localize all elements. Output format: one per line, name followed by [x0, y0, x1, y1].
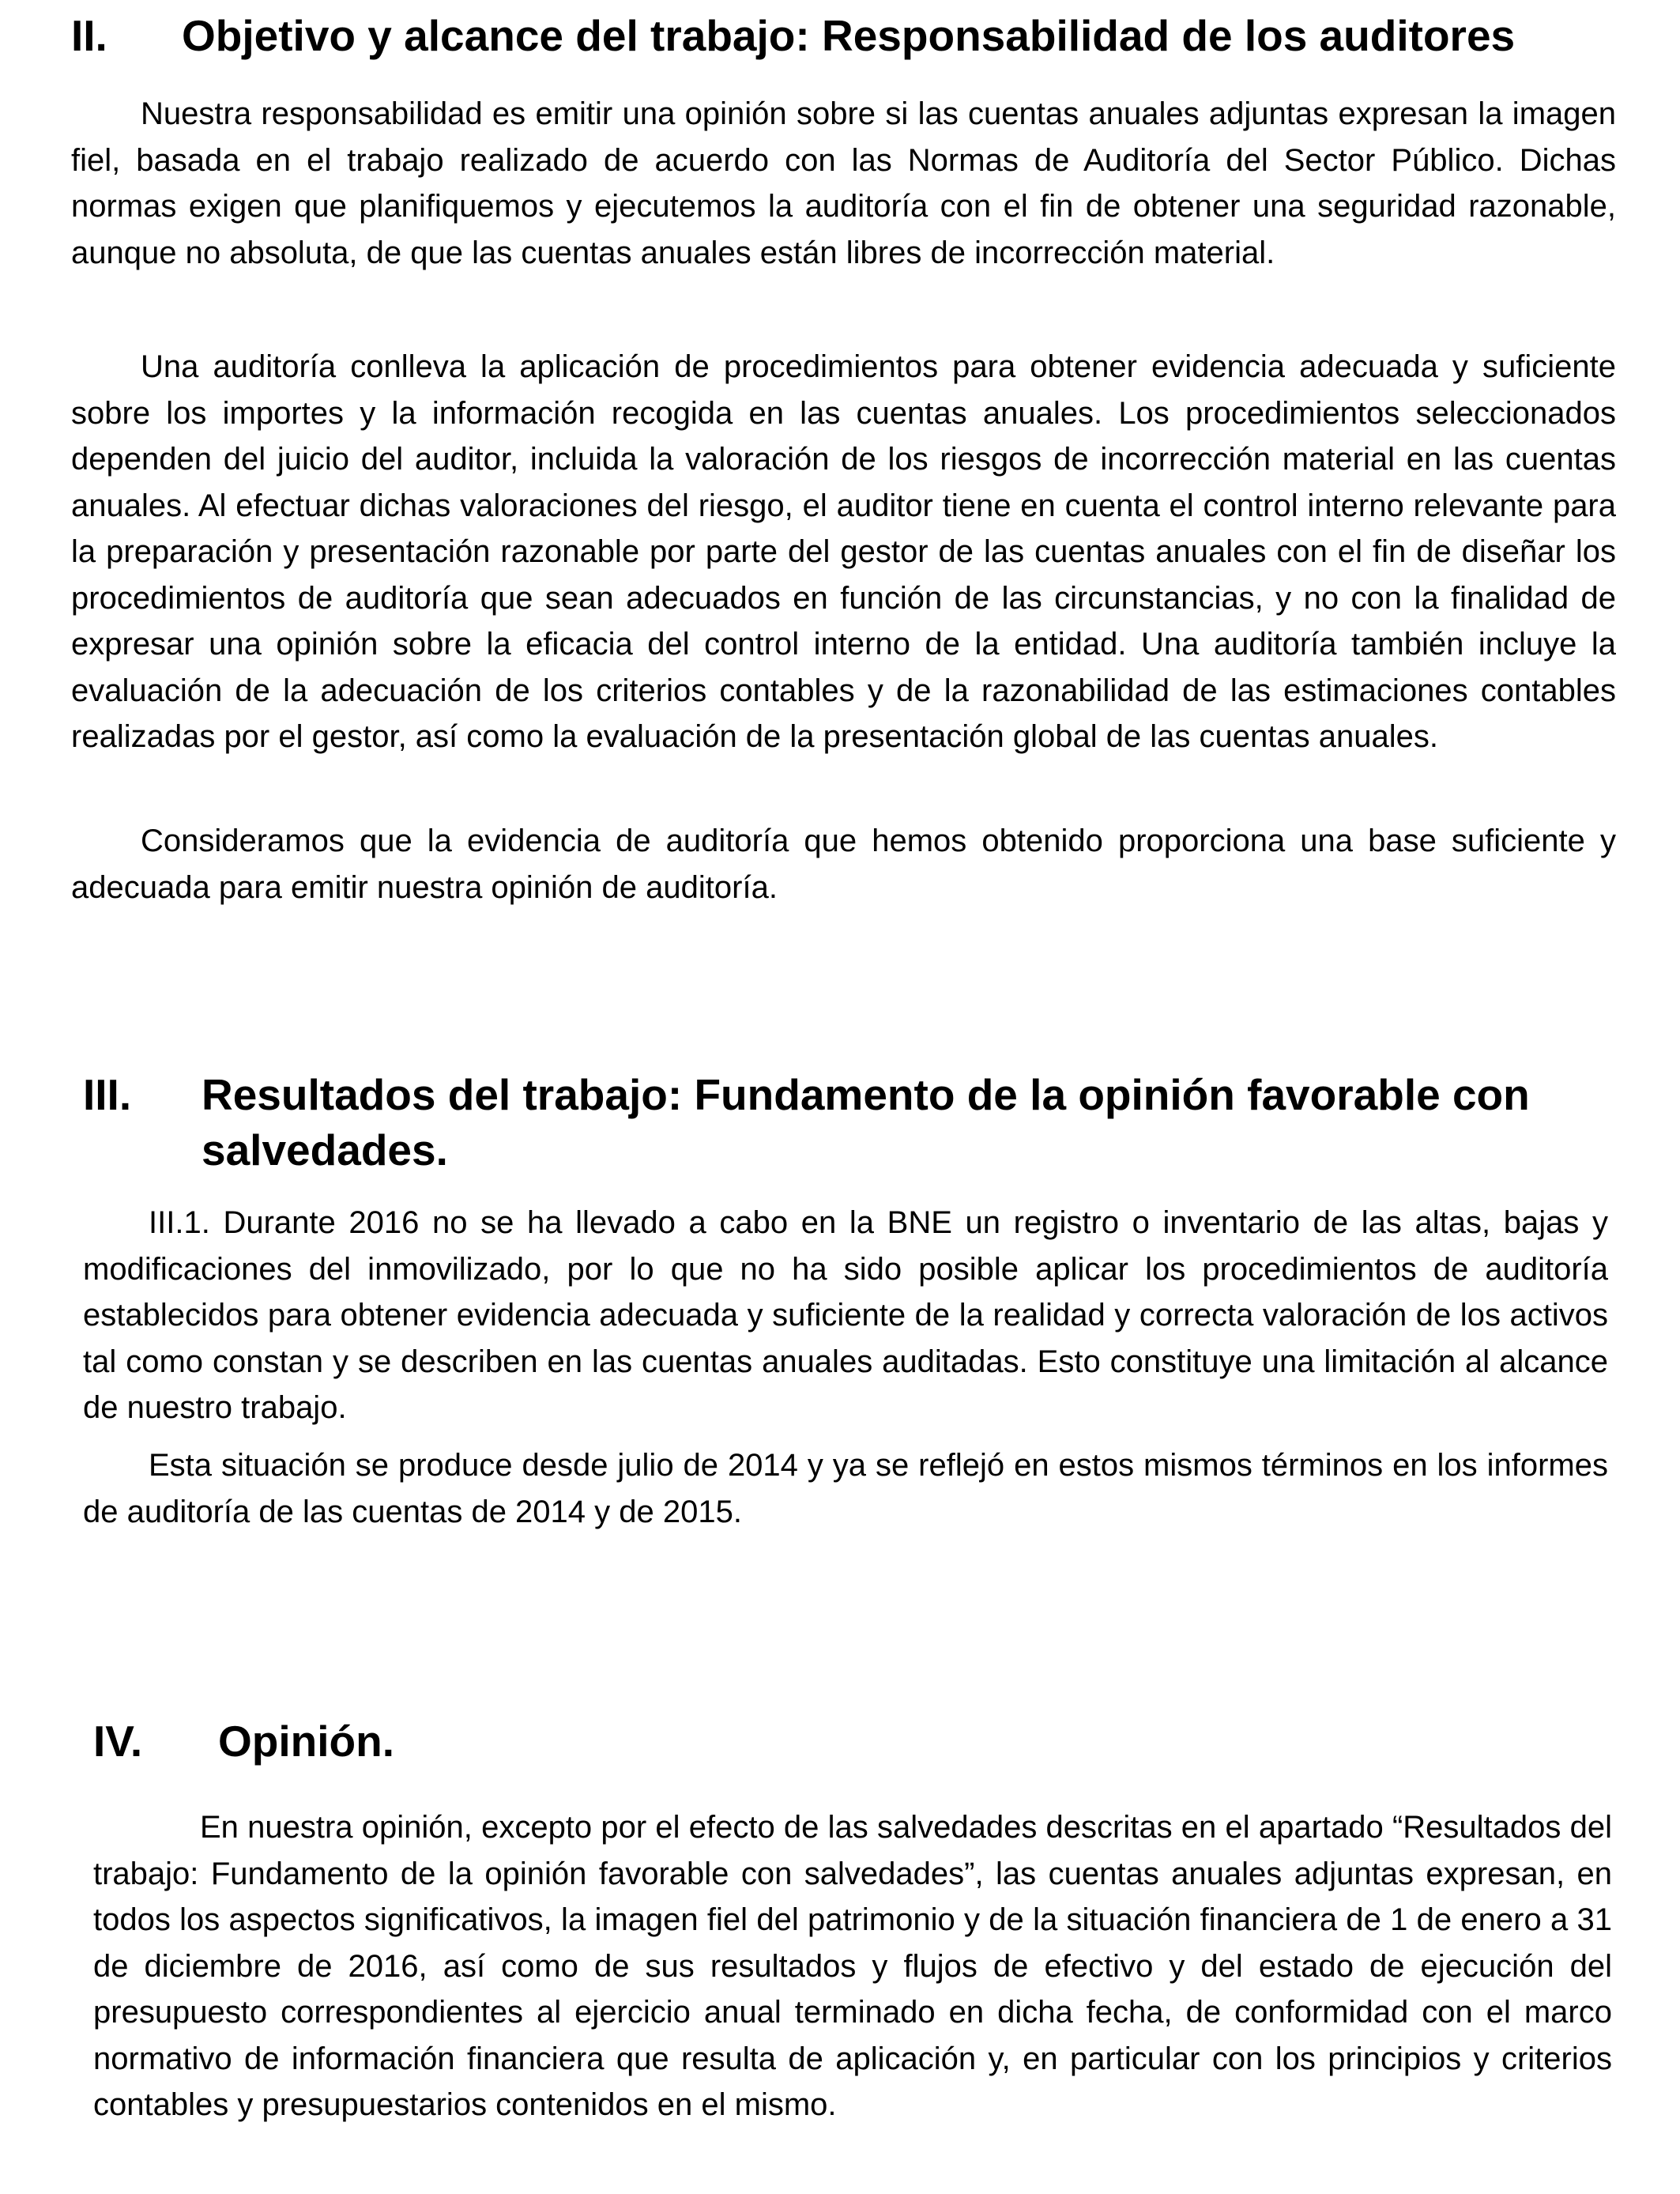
paragraph: Consideramos que la evidencia de auditoría que hemos obtenido proporciona una base suficiente y adecuada para emitir nuestra opinión de auditoría.: [71, 824, 1616, 905]
section-number: III.: [83, 1070, 132, 1119]
section-heading: [83, 1067, 1608, 1178]
paragraph-wrapper: [83, 1442, 1608, 1535]
section-heading: [93, 1713, 1612, 1769]
section-title: Resultados del trabajo: Fundamento de la opinión favorable con salvedades.: [202, 1070, 1530, 1174]
section-number: II.: [71, 11, 107, 60]
paragraph: III.1. Durante 2016 no se ha llevado a cabo en la BNE un registro o inventario de las altas, bajas y modificaciones del inmovilizado, por lo que no ha sido posible aplicar los procedimientos de auditoría establecidos para obtener evidencia adecuada y suficiente de la realidad y correcta valoración de los activos tal como constan y se describen en las cuentas anuales auditadas. Esto constituye una limitación al alcance de nuestro trabajo.: [83, 1205, 1608, 1425]
section-iv: [93, 1713, 1612, 2122]
paragraph: Nuestra responsabilidad es emitir una opinión sobre si las cuentas anuales adjuntas expresan la imagen fiel, basada en el trabajo realizado de acuerdo con las Normas de Auditoría del Sector Público. Dichas normas exigen que planifiquemos y ejecutemos la auditoría con el fin de obtener una seguridad razonable, aunque no absoluta, de que las cuentas anuales están libres de incorrección material.: [71, 96, 1616, 270]
section-heading: [71, 8, 1616, 63]
section-iii: [83, 1067, 1608, 1529]
paragraph: Una auditoría conlleva la aplicación de procedimientos para obtener evidencia adecuada y suficiente sobre los importes y la información recogida en las cuentas anuales. Los procedimientos seleccionados dependen del juicio del auditor, incluida la valoración de los riesgos de incorrección material en las cuentas anuales. Al efectuar dichas valoraciones del riesgo, el auditor tiene en cuenta el control interno relevante para la preparación y presentación razonable por parte del gestor de las cuentas anuales con el fin de diseñar los procedimientos de auditoría que sean adecuados en función de las circunstancias, y no con la finalidad de expresar una opinión sobre la eficacia del control interno de la entidad. Una auditoría también incluye la evaluación de la adecuación de los criterios contables y de la razonabilidad de las estimaciones contables realizadas por el gestor, así como la evaluación de la presentación global de las cuentas anuales.: [71, 349, 1616, 754]
paragraph: En nuestra opinión, excepto por el efecto de las salvedades descritas en el apartado “Resultados del trabajo: Fundamento de la opinión favorable con salvedades”, las cuentas anuales adjuntas expresan, en todos los aspectos significativos, la imagen fiel del patrimonio y de la situación financiera de 1 de enero a 31 de diciembre de 2016, así como de sus resultados y flujos de efectivo y del estado de ejecución del presupuesto correspondientes al ejercicio anual terminado en dicha fecha, de conformidad con el marco normativo de información financiera que resulta de aplicación y, en particular con los principios y criterios contables y presupuestarios contenidos en el mismo.: [93, 1810, 1612, 2122]
section-number: IV.: [93, 1717, 143, 1766]
paragraph: Esta situación se produce desde julio de 2014 y ya se reflejó en estos mismos términos en los informes de auditoría de las cuentas de 2014 y de 2015.: [83, 1448, 1608, 1529]
section-title: Objetivo y alcance del trabajo: Responsabilidad de los auditores: [182, 11, 1516, 60]
section-ii: [71, 8, 1616, 905]
section-title: Opinión.: [218, 1717, 395, 1766]
